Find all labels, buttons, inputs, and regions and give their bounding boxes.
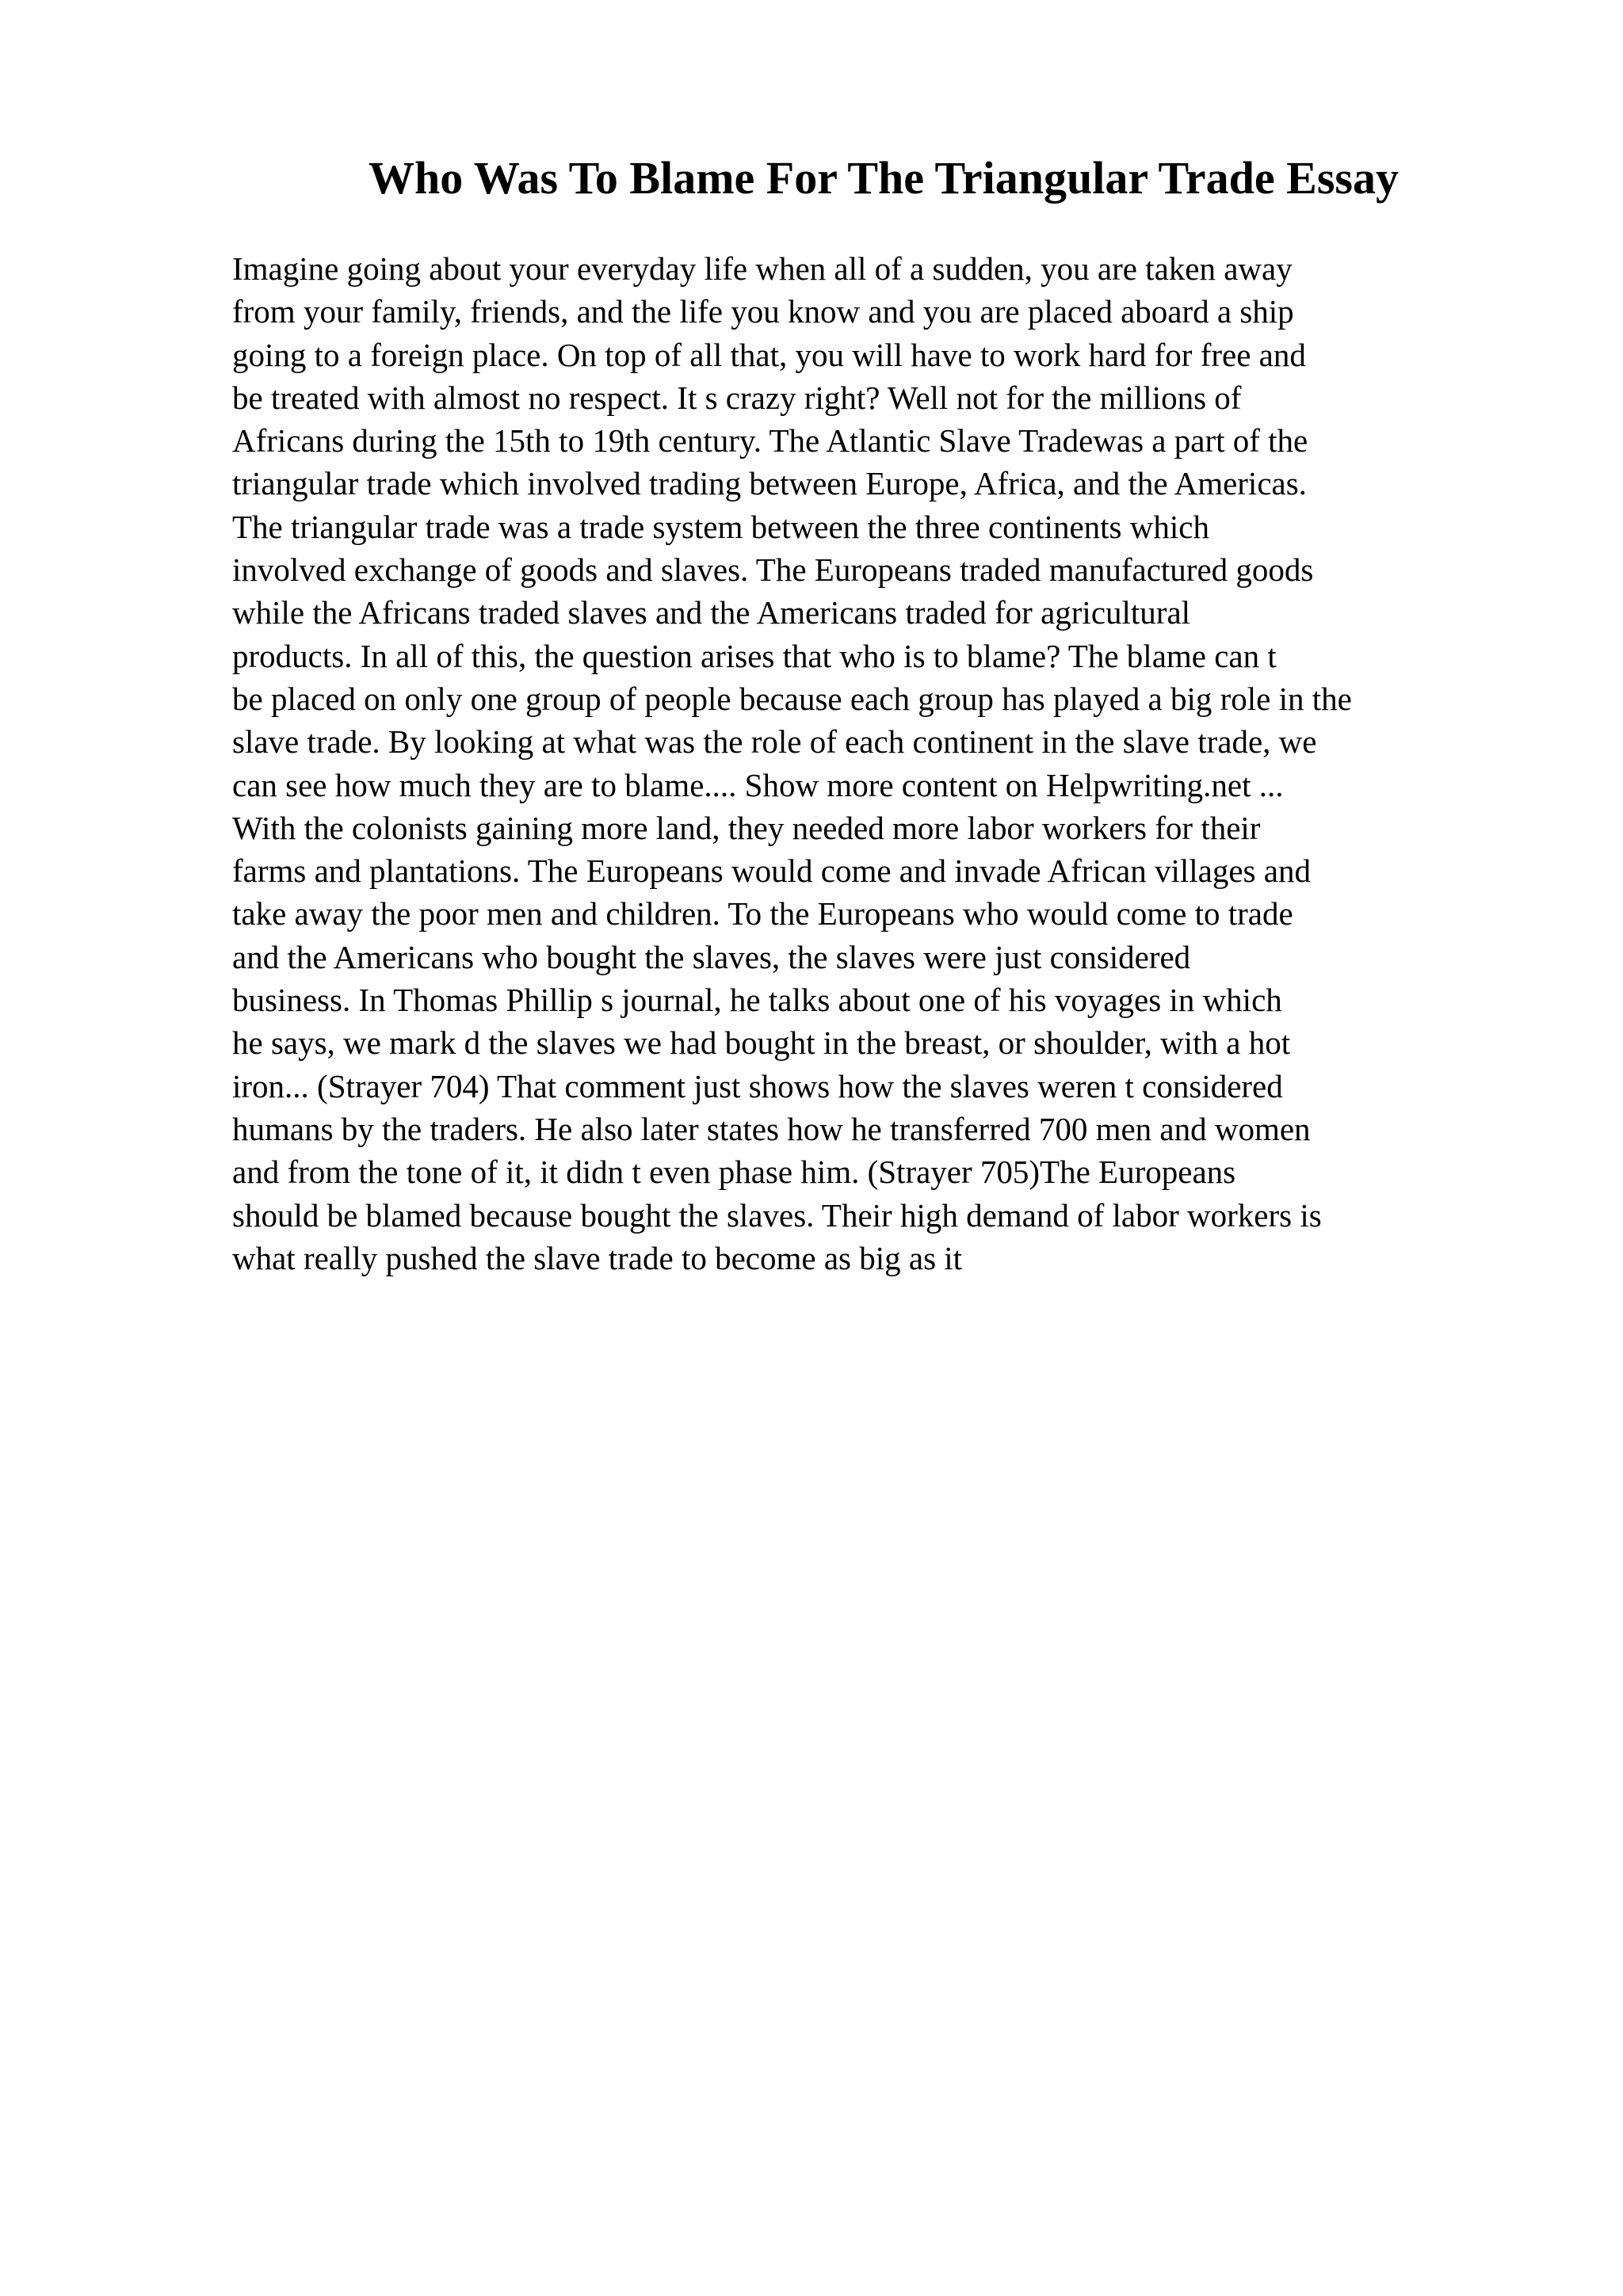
essay-line: business. In Thomas Phillip s journal, he talks about one of his voyages in which (232, 982, 1282, 1019)
essay-line: from your family, friends, and the life you know and you are placed aboard a ship (232, 293, 1294, 330)
essay-line: he says, we mark d the slaves we had bought in the breast, or shoulder, with a hot (232, 1024, 1291, 1062)
essay-line: and from the tone of it, it didn t even phase him. (Strayer 705)The Europeans (232, 1154, 1236, 1191)
essay-line: be placed on only one group of people because each group has played a big role in the (232, 680, 1352, 717)
essay-line: slave trade. By looking at what was the role of each continent in the slave trade, we (232, 723, 1317, 761)
essay-line: while the Africans traded slaves and the Americans traded for agricultural (232, 594, 1191, 631)
essay-line: triangular trade which involved trading between Europe, Africa, and the Americas. (232, 465, 1307, 502)
essay-line: With the colonists gaining more land, they needed more labor workers for their (232, 809, 1261, 846)
essay-line: products. In all of this, the question arises that who is to blame? The blame can t (232, 637, 1277, 674)
essay-line: iron... (Strayer 704) That comment just shows how the slaves weren t considered (232, 1067, 1283, 1104)
essay-line: should be blamed because bought the slaves. Their high demand of labor workers is (232, 1196, 1322, 1234)
essay-line: Imagine going about your everyday life when all of a sudden, you are taken away (232, 250, 1293, 287)
essay-line: The triangular trade was a trade system between the three continents which (232, 508, 1209, 545)
essay-body (232, 247, 1595, 1280)
essay-line: and the Americans who bought the slaves, the slaves were just considered (232, 938, 1191, 975)
essay-line: can see how much they are to blame.... Show more content on Helpwriting.net ... (232, 766, 1284, 803)
essay-line: involved exchange of goods and slaves. The Europeans traded manufactured goods (232, 551, 1314, 589)
document-title: Who Was To Blame For The Triangular Trade Essay (369, 152, 1399, 204)
essay-line: going to a foreign place. On top of all that, you will have to work hard for free and (232, 336, 1306, 373)
essay-line: what really pushed the slave trade to become as big as it (232, 1239, 963, 1276)
essay-line: take away the poor men and children. To the Europeans who would come to trade (232, 895, 1293, 933)
essay-line: Africans during the 15th to 19th century. The Atlantic Slave Tradewas a part of the (232, 422, 1308, 460)
essay-line: farms and plantations. The Europeans would come and invade African villages and (232, 852, 1311, 890)
essay-line: humans by the traders. He also later states how he transferred 700 men and women (232, 1110, 1311, 1147)
essay-line: be treated with almost no respect. It s crazy right? Well not for the millions of (232, 379, 1242, 416)
